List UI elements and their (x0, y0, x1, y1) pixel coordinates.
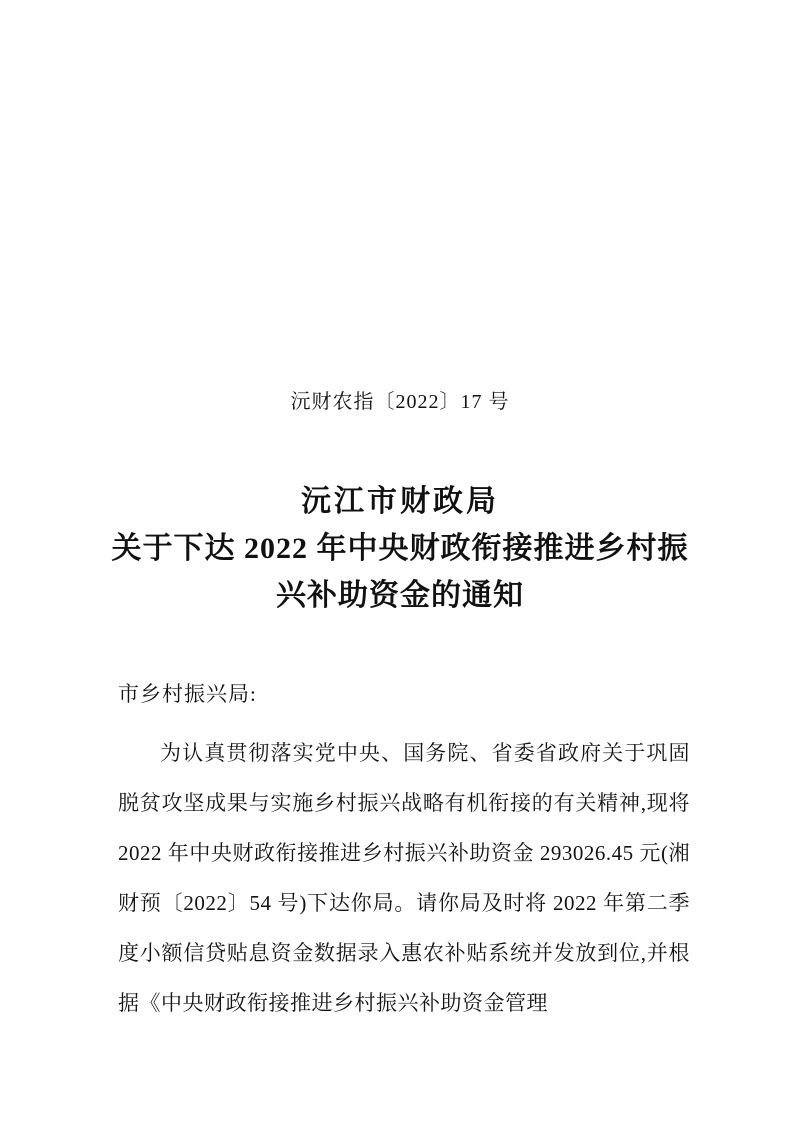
title-line-3: 兴补助资金的通知 (276, 579, 524, 612)
salutation: 市乡村振兴局: (118, 682, 257, 706)
document-number: 沅财农指〔2022〕17 号 (290, 391, 510, 413)
document-title (110, 478, 690, 619)
body-paragraph: 为认真贯彻落实党中央、国务院、省委省政府关于巩固脱贫攻坚成果与实施乡村振兴战略有机衔接的有关精神,现将 2022 年中央财政衔接推进乡村振兴补助资金 293026.45 元(湘财预〔2022〕54 号)下达你局。请你局及时将 2022 年第二季度小额信贷贴息资金数据录入惠农补贴系统并发放到位,并根据《中央财政衔接推进乡村振兴补助资金管理 (118, 741, 690, 1015)
title-line-1: 沅江市财政局 (301, 485, 499, 518)
title-line-2: 关于下达 2022 年中央财政衔接推进乡村振 (111, 532, 689, 565)
